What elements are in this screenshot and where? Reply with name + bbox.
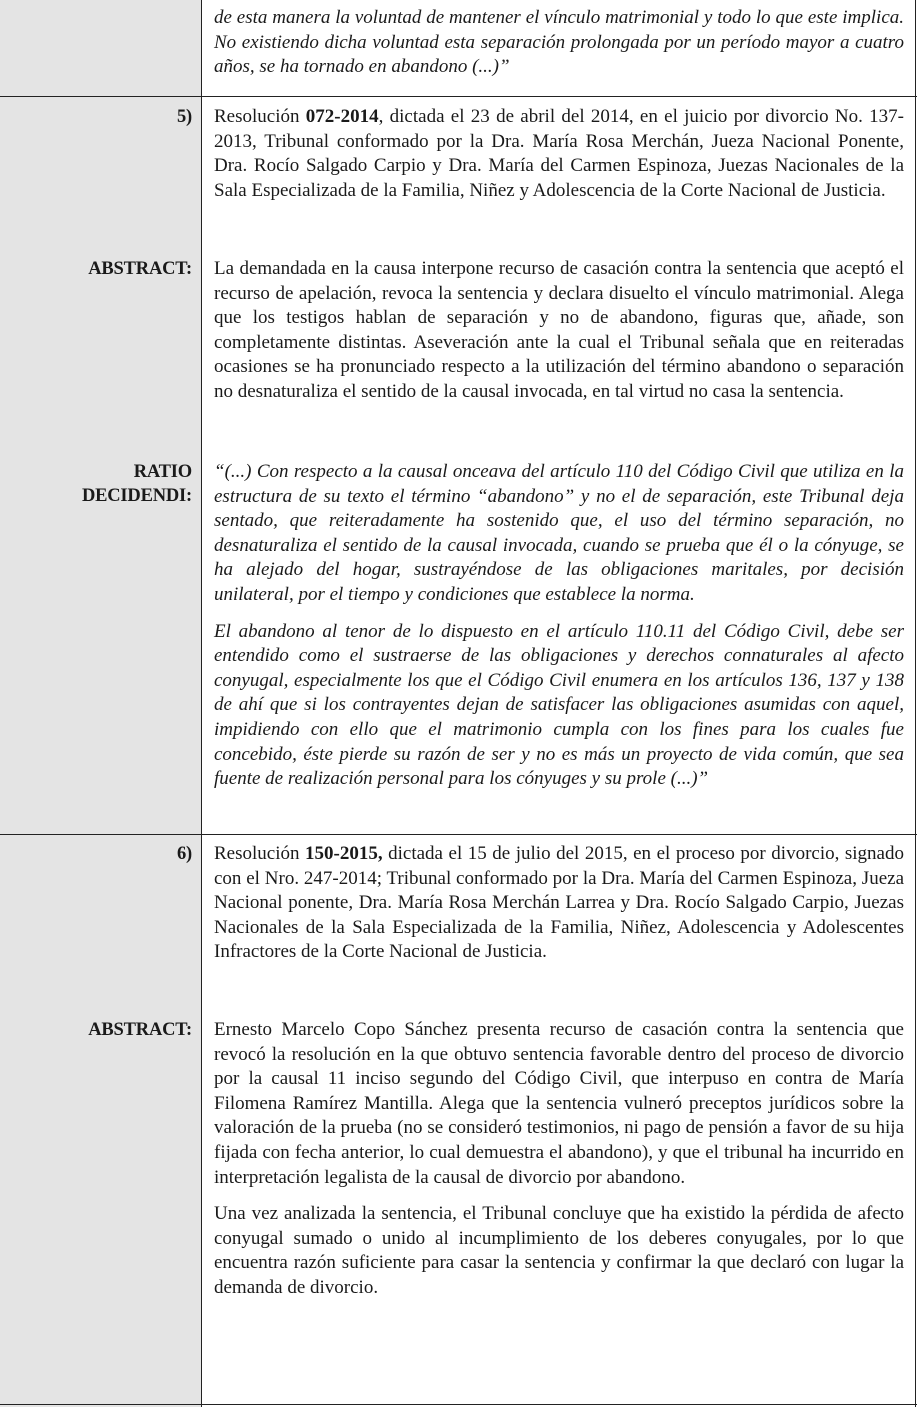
- abstract-6-text: [214, 1018, 904, 1301]
- continuation-quote: [214, 6, 904, 80]
- ratio-paragraph-1: “(...) Con respecto a la causal onceava del artículo 110 del Código Civil que utiliza en la estructura de su texto el término “abandono” y no el de separación, este Tribunal deja sentado, que reiteradamente ha sostenido que, el uso del término separación, no desnaturaliza el sentido de la causal invocada, cuando se prueba que él o la cónyuge, se ha alejado del hogar, sustrayéndose de las obligaciones maritales, por decisión unilateral, por el tiempo y condiciones que establece la norma.: [214, 461, 904, 605]
- abstract-6-paragraph-2: Una vez analizada la sentencia, el Tribunal concluye que ha existido la pérdida de afecto conyugal sumado o unido al incumplimiento de los deberes conyugales, por lo que encuentra razón suficiente para casar la sentencia y confirmar la que declaró con lugar la demanda de divorcio.: [214, 1203, 904, 1298]
- item-number-5: 5): [176, 107, 192, 127]
- item-number-6: 6): [176, 844, 192, 864]
- abstract-5-paragraph: La demandada en la causa interpone recurso de casación contra la sentencia que aceptó el recurso de apelación, revoca la sentencia y declara disuelto el vínculo matrimonial. Alega que los testigos hablan de separación y no de abandono, figuras que, añade, son completamente distintas. Aseveración ante la cual el Tribunal señala que en reiteradas ocasiones se ha pronunciado respecto a la utilización del término abandono o separación no desnaturaliza el sentido de la causal invocada, en tal virtud no casa la sentencia.: [214, 258, 904, 402]
- resolution-6-prefix: Resolución: [214, 843, 306, 864]
- resolution-5-number: 072-2014: [305, 106, 379, 127]
- abstract-5-text: [214, 257, 904, 405]
- resolution-6-text: [214, 842, 904, 965]
- column-divider: [201, 0, 202, 1407]
- bottom-border: [0, 1404, 917, 1405]
- ratio-label: [0, 460, 192, 508]
- ratio-label-line2: DECIDENDI:: [81, 486, 192, 506]
- resolution-6-body: dictada el 15 de julio del 2015, en el proceso por divorcio, signado con el Nro. 247-2014; Tribunal conformado por la Dra. María del Carmen Espinoza, Jueza Nacional ponente, Dra. María Rosa Merchán Larrea y Dra. Rocío Salgado Carpio, Juezas Nacionales de la Sala Especializada de la Familia, Niñez, Adolescencia y Adolescentes Infractores de la Corte Nacional de Justicia.: [214, 843, 904, 963]
- right-border: [915, 0, 916, 1407]
- ratio-label-line1: RATIO: [133, 462, 192, 482]
- continuation-text: de esta manera la voluntad de mantener el vínculo matrimonial y todo lo que este implica. No existiendo dicha voluntad esta separación prolongada por un período mayor a cuatro años, se ha tornado en abandono (...)”: [214, 7, 904, 78]
- row-divider: [0, 834, 917, 835]
- abstract-6-paragraph-1: Ernesto Marcelo Copo Sánchez presenta recurso de casación contra la sentencia que revocó la resolución en la que obtuvo sentencia favorable dentro del proceso de divorcio por la causal 11 inciso segundo del Código Civil, que interpuso en contra de María Filomena Ramírez Mantilla. Alega que la sentencia vulneró preceptos jurídicos sobre la valoración de la prueba (no se consideró testimonios, ni pago de pensión a favor de su hija fijada con fecha anterior, lo cual demuestra el abandono), y que el tribunal ha incurrido en interpretación legalista de la causal de divorcio por abandono.: [214, 1019, 904, 1188]
- resolution-5-body: , dictada el 23 de abril del 2014, en el juicio por divorcio No. 137-2013, Tribunal conformado por la Dra. María Rosa Merchán, Jueza Nacional Ponente, Dra. Rocío Salgado Carpio y Dra. María del Carmen Espinoza, Juezas Nacionales de la Sala Especializada de la Familia, Niñez y Adolescencia de la Corte Nacional de Justicia.: [214, 106, 904, 201]
- ratio-text: [214, 460, 904, 792]
- ratio-paragraph-2: El abandono al tenor de lo dispuesto en el artículo 110.11 del Código Civil, debe ser entendido como el sustraerse de las obligaciones y derechos connaturales al afecto conyugal, especialmente los que el Código Civil enumera en los artículos 136, 137 y 138 de ahí que si los contrayentes dejan de satisfacer las obligaciones asumidas con aquel, impidiendo con ello que el matrimonio cumpla con los fines para los cuales fue concebido, éste pierde su razón de ser y no es más un proyecto de vida común, que sea fuente de realización personal para los cónyuges y su prole (...)”: [214, 620, 904, 790]
- resolution-6-number: 150-2015,: [305, 843, 383, 864]
- label-column: [0, 0, 201, 1407]
- resolution-5-text: [214, 105, 904, 203]
- resolution-5-prefix: Resolución: [214, 106, 306, 127]
- abstract-6-label: ABSTRACT:: [88, 1020, 192, 1040]
- row-divider: [0, 96, 917, 97]
- abstract-5-label: ABSTRACT:: [88, 259, 192, 279]
